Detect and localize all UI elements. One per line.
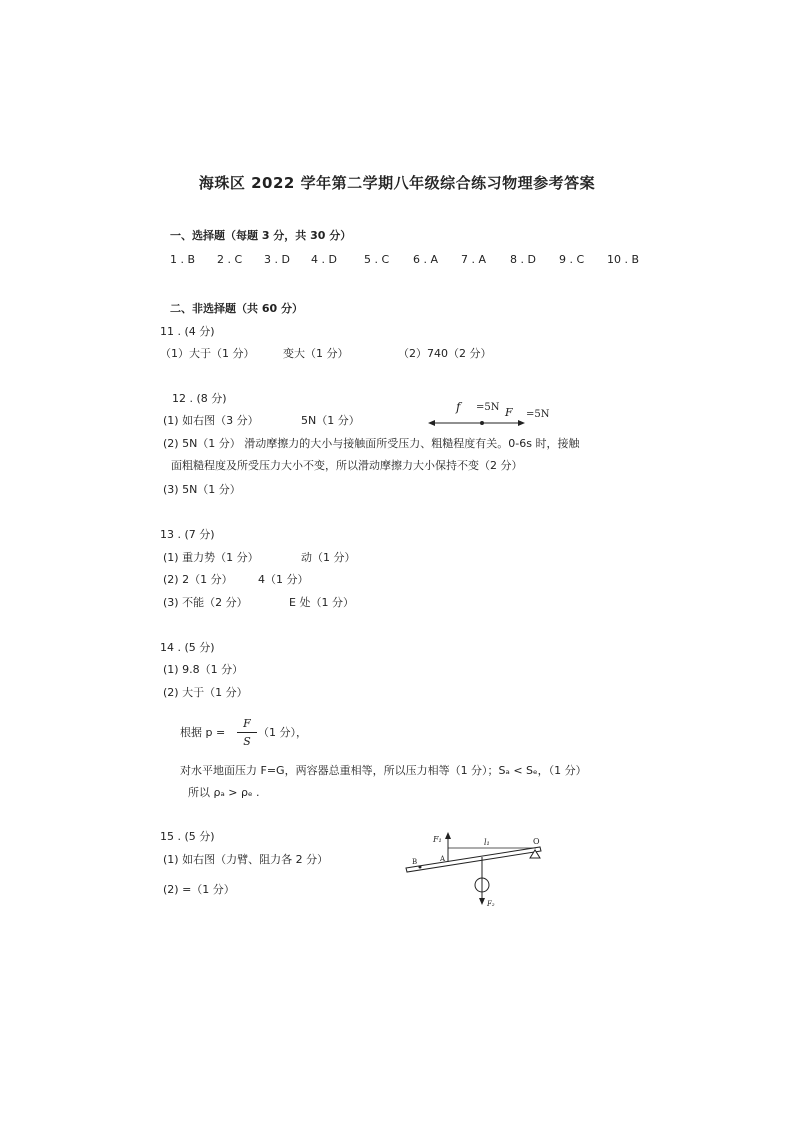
friction-label: f	[456, 400, 461, 414]
page-title: 海珠区 2022 学年第二学期八年级综合练习物理参考答案	[198, 174, 596, 192]
q11-header: 11 . (4 分)	[160, 325, 215, 338]
q14-answer-4: 所以 ρₐ > ρₑ .	[188, 786, 260, 799]
q12-answer-2: (2) 5N（1 分） 滑动摩擦力的大小与接触面所受压力、粗糙程度有关。0-6s 时，接触	[163, 437, 580, 450]
section2-heading: 二、非选择题（共 60 分）	[170, 302, 303, 315]
q11-answer-2: （2）740（2 分）	[398, 347, 492, 360]
q12-answer-2-cont: 面粗糙程度及所受压力大小不变，所以滑动摩擦力大小保持不变（2 分）	[171, 459, 523, 472]
f2-label: F₂	[487, 900, 495, 908]
f1-label: F₁	[433, 835, 442, 844]
force-point	[480, 421, 484, 425]
q15-header: 15 . (5 分)	[160, 830, 215, 843]
q12-answer-1b: 5N（1 分）	[301, 414, 360, 427]
q12-answer-3: (3) 5N（1 分）	[163, 483, 241, 496]
pull-value: =5N	[526, 409, 550, 420]
formula-numerator: F	[243, 717, 251, 730]
q13-header: 13 . (7 分)	[160, 528, 215, 541]
q14-answer-3: 对水平地面压力 F=G，两容器总重相等，所以压力相等（1 分）；Sₐ < Sₑ，（1 分）	[180, 764, 587, 777]
choice-answer: 4 . D	[311, 253, 337, 266]
lever-bar	[406, 847, 541, 872]
q15-lever-diagram	[400, 828, 550, 910]
q14-answer-1: (1) 9.8（1 分）	[163, 663, 244, 676]
q14-header: 14 . (5 分)	[160, 641, 215, 654]
q13-answer-3: (3) 不能（2 分）	[163, 596, 248, 609]
a-label: A	[440, 855, 446, 863]
fraction-bar	[237, 732, 257, 733]
pull-label: F	[505, 406, 513, 419]
q12-force-diagram	[420, 393, 590, 433]
friction-value: =5N	[476, 402, 500, 413]
q15-answer-1: (1) 如右图（力臂、阻力各 2 分）	[163, 853, 329, 866]
choice-answer: 2 . C	[217, 253, 243, 266]
choice-answer: 1 . B	[170, 253, 196, 266]
choice-answer: 9 . C	[559, 253, 585, 266]
q13-answer-3b: E 处（1 分）	[289, 596, 354, 609]
q14-formula-suffix: （1 分），	[258, 726, 307, 739]
choice-answer: 5 . C	[364, 253, 390, 266]
q13-answer-1: (1) 重力势（1 分）	[163, 551, 259, 564]
choice-answer: 7 . A	[461, 253, 487, 266]
choice-answer: 3 . D	[264, 253, 290, 266]
q13-answer-2: (2) 2（1 分）	[163, 573, 233, 586]
o-label: O	[533, 837, 540, 846]
pressure-formula-fraction	[237, 717, 257, 748]
point-b	[419, 866, 422, 869]
formula-denominator: S	[243, 735, 251, 748]
q12-header: 12 . (8 分)	[172, 392, 227, 405]
b-label: B	[412, 858, 418, 866]
q13-answer-2b: 4（1 分）	[258, 573, 309, 586]
choice-answer: 10 . B	[607, 253, 640, 266]
q11-answer-1: （1）大于（1 分）	[160, 347, 255, 360]
q14-answer-2: (2) 大于（1 分）	[163, 686, 248, 699]
q14-formula-prefix: 根据 p =	[180, 726, 226, 739]
q15-answer-2: (2) =（1 分）	[163, 883, 235, 896]
choice-answer: 8 . D	[510, 253, 536, 266]
q13-answer-1b: 动（1 分）	[301, 551, 356, 564]
l1-label: l₁	[484, 838, 490, 847]
choice-answer: 6 . A	[413, 253, 439, 266]
section1-heading: 一、选择题（每题 3 分，共 30 分）	[170, 229, 352, 242]
q12-answer-1: (1) 如右图（3 分）	[163, 414, 259, 427]
q11-answer-1b: 变大（1 分）	[283, 347, 349, 360]
